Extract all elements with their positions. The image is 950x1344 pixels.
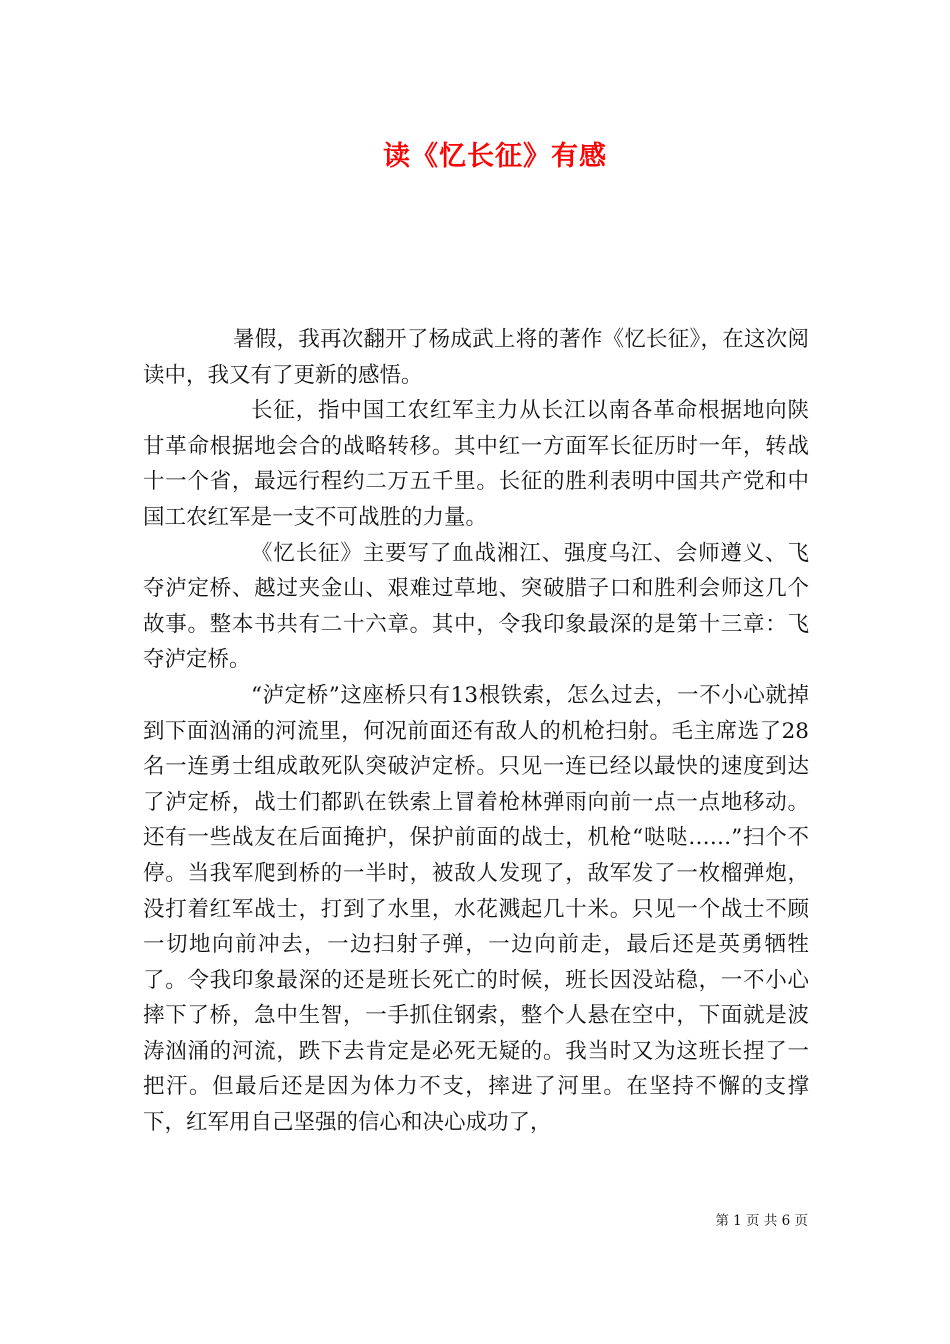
page-number: 第 1 页 共 6 页 [715, 1213, 808, 1229]
document-title: 读《忆长征》有感 [383, 141, 607, 172]
paragraph-intro: 暑假，我再次翻开了杨成武上将的著作《忆长征》，在这次阅读中，我又有了更新的感悟。 [143, 327, 809, 388]
paragraph-luding-bridge: “泸定桥”这座桥只有13根铁索，怎么过去，一不小心就掉到下面汹涌的河流里，何况前面还有敌人的机枪扫射。毛主席选了28名一连勇士组成敢死队突破泸定桥。只见一连已经以最快的速度到达了泸定桥，战士们都趴在铁索上冒着枪林弹雨向前一点一点地移动。还有一些战友在后面掩护，保护前面的战士，机枪“哒哒……”扫个不停。当我军爬到桥的一半时，被敌人发现了，敌军发了一枚榴弹炮，没打着红军战士，打到了水里，水花溅起几十米。只见一个战士不顾一切地向前冲去，一边扫射子弹，一边向前走，最后还是英勇牺牲了。令我印象最深的还是班长死亡的时候，班长因没站稳，一不小心摔下了桥，急中生智，一手抓住钢索，整个人悬在空中，下面就是波涛汹涌的河流，跌下去肯定是必死无疑的。我当时又为这班长捏了一把汗。但最后还是因为体力不支，摔进了河里。在坚持不懈的支撑下，红军用自己坚强的信心和决心成功了， [143, 682, 809, 1136]
paragraph-book-contents: 《忆长征》主要写了血战湘江、强度乌江、会师遵义、飞夺泸定桥、越过夹金山、艰难过草地、突破腊子口和胜利会师这几个故事。整本书共有二十六章。其中，令我印象最深的是第十三章：飞夺泸定桥。 [143, 540, 809, 673]
paragraph-long-march-definition: 长征，指中国工农红军主力从长江以南各革命根据地向陕甘革命根据地会合的战略转移。其中红一方面军长征历时一年，转战十一个省，最远行程约二万五千里。长征的胜利表明中国共产党和中国工农红军是一支不可战胜的力量。 [143, 398, 809, 530]
document-body [143, 322, 809, 1141]
